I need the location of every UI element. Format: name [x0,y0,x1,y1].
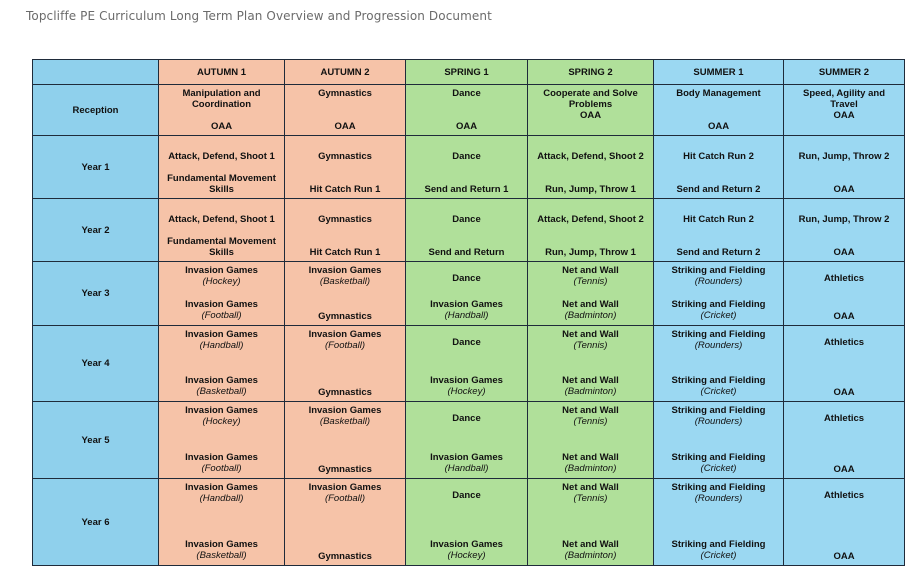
activity-label: Dance [452,337,481,348]
plan-cell [406,326,528,402]
activity-label: Invasion Games [185,539,258,550]
cell-top [289,265,401,288]
table-row [33,85,905,136]
activity-label: Manipulation and [182,88,261,99]
activity-label: OAA [833,247,855,258]
cell-bottom [658,539,779,562]
activity-label: Gymnastics [318,311,372,322]
activity-sport: (Basketball) [319,276,371,287]
row-label: Year 3 [33,262,159,326]
row-label: Reception [33,85,159,136]
table-row [33,479,905,566]
plan-cell [528,262,654,326]
table-row [33,326,905,402]
cell-bottom [532,539,649,562]
cell-top [163,202,280,225]
plan-cell [406,85,528,136]
cell-top [163,405,280,428]
activity-label: Athletics [823,273,865,284]
cell-top [788,329,900,348]
cell-bottom [788,551,900,562]
activity-label: Gymnastics [318,151,372,162]
cell-bottom [410,299,523,322]
cell-bottom [289,184,401,195]
document-title: Topcliffe PE Curriculum Long Term Plan Overview and Progression Document [26,9,492,23]
cell-bottom [658,452,779,475]
cell-bottom [788,110,900,121]
cell-bottom [289,247,401,258]
activity-label: Gymnastics [318,214,372,225]
cell-top [788,482,900,501]
cell-top [788,265,900,284]
cell-top [788,405,900,424]
activity-sport: (Rounders) [694,416,743,427]
cell-top [532,265,649,288]
cell-top [289,482,401,505]
activity-label: Attack, Defend, Shoot 2 [537,214,644,225]
table-row [33,136,905,199]
plan-cell [654,326,784,402]
activity-label: OAA [455,121,478,132]
plan-cell [285,199,406,262]
cell-top [410,405,523,424]
activity-label: Invasion Games [185,375,258,386]
activity-label: Gymnastics [318,387,372,398]
activity-label: OAA [833,551,855,562]
cell-bottom [658,247,779,258]
activity-label: Invasion Games [185,329,258,340]
cell-bottom [788,387,900,398]
plan-cell [159,479,285,566]
row-label: Year 6 [33,479,159,566]
cell-top [658,265,779,288]
activity-label: Attack, Defend, Shoot 1 [168,214,275,225]
row-label: Year 2 [33,199,159,262]
activity-sport: (Rounders) [694,340,743,351]
cell-bottom [289,311,401,322]
activity-sport: (Football) [324,493,366,504]
cell-top [289,405,401,428]
activity-sport: (Rounders) [694,276,743,287]
activity-label: Fundamental Movement [167,236,276,247]
plan-cell [528,402,654,479]
activity-label: Run, Jump, Throw 1 [545,184,636,195]
plan-cell [159,326,285,402]
cell-top [410,88,523,99]
activity-label: Attack, Defend, Shoot 2 [537,151,644,162]
activity-label: Net and Wall [562,405,619,416]
cell-bottom [163,539,280,562]
plan-cell [159,85,285,136]
activity-sport: (Tennis) [573,340,608,351]
activity-label: Coordination [191,99,252,110]
plan-cell [159,136,285,199]
cell-bottom [532,247,649,258]
activity-label: Invasion Games [430,299,503,310]
activity-label: Run, Jump, Throw 1 [545,247,636,258]
cell-bottom [658,299,779,322]
activity-sport: (Hockey) [447,386,486,397]
cell-bottom [289,551,401,562]
cell-bottom [163,452,280,475]
activity-sport: (Cricket) [700,386,737,397]
plan-cell [285,326,406,402]
activity-label: Striking and Fielding [671,375,766,386]
plan-cell [654,479,784,566]
activity-sport: (Handball) [199,493,244,504]
plan-cell [528,136,654,199]
cell-bottom [163,299,280,322]
curriculum-table [32,59,905,566]
activity-label: Striking and Fielding [671,405,766,416]
row-label: Year 4 [33,326,159,402]
cell-top [532,482,649,505]
plan-cell [528,199,654,262]
cell-bottom [788,311,900,322]
cell-top [532,139,649,162]
activity-sport: (Cricket) [700,463,737,474]
table-row [33,199,905,262]
plan-cell [784,402,905,479]
plan-cell [285,402,406,479]
activity-label: Striking and Fielding [671,265,766,276]
activity-label: Hit Catch Run 1 [309,247,381,258]
activity-label: OAA [579,110,602,121]
cell-bottom [532,375,649,398]
cell-top [788,88,900,110]
activity-label: Speed, Agility and [803,88,885,99]
activity-label: Invasion Games [308,265,382,276]
plan-cell [784,326,905,402]
activity-label: Send and Return [428,247,505,258]
activity-label: Net and Wall [562,452,619,463]
activity-sport: (Tennis) [573,276,608,287]
activity-label: Gymnastics [318,88,372,99]
activity-sport: (Handball) [199,340,244,351]
cell-top [658,139,779,162]
activity-label: Invasion Games [430,375,503,386]
activity-sport: (Badminton) [564,550,617,561]
column-header: AUTUMN 2 [285,60,406,85]
activity-label: Striking and Fielding [671,482,766,493]
plan-cell [654,199,784,262]
plan-cell [159,199,285,262]
plan-cell [285,136,406,199]
activity-label: Athletics [823,413,865,424]
activity-label: OAA [833,387,855,398]
cell-bottom [788,247,900,258]
cell-top [532,405,649,428]
cell-top [658,202,779,225]
cell-top [163,88,280,110]
table-row [33,262,905,326]
cell-bottom [289,464,401,475]
column-header: AUTUMN 1 [159,60,285,85]
cell-bottom [532,452,649,475]
activity-label: Invasion Games [308,329,382,340]
plan-cell [528,326,654,402]
cell-top [289,139,401,162]
cell-bottom [410,452,523,475]
plan-cell [406,136,528,199]
activity-sport: (Hockey) [447,550,486,561]
plan-cell [285,262,406,326]
cell-top [532,329,649,352]
column-header: SPRING 1 [406,60,528,85]
activity-label: Dance [452,214,481,225]
table-row [33,402,905,479]
activity-label: Send and Return 2 [676,247,761,258]
plan-cell [159,262,285,326]
activity-label: Net and Wall [562,375,619,386]
plan-cell [528,85,654,136]
activity-label: Athletics [823,337,865,348]
cell-bottom [788,464,900,475]
activity-label: OAA [210,121,233,132]
plan-cell [406,199,528,262]
activity-label: OAA [833,311,855,322]
plan-cell [285,479,406,566]
activity-label: Dance [452,490,481,501]
cell-top [658,329,779,352]
activity-label: Invasion Games [430,539,503,550]
plan-cell [406,402,528,479]
cell-bottom [532,184,649,195]
activity-sport: (Hockey) [202,276,241,287]
activity-label: Striking and Fielding [671,329,766,340]
activity-label: Hit Catch Run 2 [683,151,754,162]
activity-label: Send and Return 1 [424,184,509,195]
activity-label: Gymnastics [318,464,372,475]
plan-cell [654,402,784,479]
cell-top [410,329,523,348]
activity-sport: (Hockey) [202,416,241,427]
activity-sport: (Tennis) [573,493,608,504]
cell-top [658,405,779,428]
activity-label: OAA [833,464,855,475]
cell-top [410,482,523,501]
activity-sport: (Handball) [444,310,489,321]
cell-top [658,482,779,505]
activity-label: Run, Jump, Throw 2 [798,214,890,225]
cell-bottom [410,121,523,132]
activity-sport: (Football) [201,310,242,321]
cell-bottom [788,184,900,195]
cell-top [658,88,779,99]
activity-label: Net and Wall [562,329,619,340]
plan-cell [406,479,528,566]
plan-cell [285,85,406,136]
plan-cell [159,402,285,479]
plan-cell [654,262,784,326]
plan-cell [784,199,905,262]
cell-bottom [658,184,779,195]
activity-sport: (Badminton) [564,386,617,397]
activity-sport: (Basketball) [319,416,371,427]
activity-label: Striking and Fielding [671,452,766,463]
column-header: SPRING 2 [528,60,654,85]
activity-label: Net and Wall [562,482,619,493]
cell-top [163,139,280,162]
cell-top [788,202,900,225]
cell-bottom [410,184,523,195]
activity-label: Invasion Games [185,452,258,463]
plan-cell [784,85,905,136]
plan-cell [784,262,905,326]
cell-bottom [410,375,523,398]
activity-label: Cooperate and Solve [543,88,638,99]
activity-label: Dance [452,413,481,424]
cell-bottom [532,110,649,121]
cell-top [163,329,280,352]
cell-bottom [410,247,523,258]
activity-sport: (Handball) [444,463,489,474]
plan-cell [784,136,905,199]
cell-bottom [532,299,649,322]
activity-label: OAA [707,121,730,132]
plan-cell [528,479,654,566]
cell-top [163,482,280,505]
activity-label: Athletics [823,490,865,501]
activity-sport: (Cricket) [700,550,737,561]
activity-sport: (Basketball) [196,386,247,397]
activity-label: Skills [209,247,234,258]
column-header: SUMMER 2 [784,60,905,85]
activity-sport: (Badminton) [564,310,617,321]
activity-sport: (Football) [201,463,242,474]
cell-top [532,202,649,225]
activity-sport: (Tennis) [573,416,608,427]
activity-label: Dance [452,151,481,162]
activity-label: Hit Catch Run 2 [683,214,754,225]
activity-label: Dance [452,273,481,284]
activity-sport: (Rounders) [694,493,743,504]
activity-label: Invasion Games [308,405,382,416]
activity-sport: (Basketball) [196,550,247,561]
activity-label: Hit Catch Run 1 [309,184,381,195]
cell-bottom [658,375,779,398]
plan-cell [654,85,784,136]
activity-label: Run, Jump, Throw 2 [798,151,890,162]
plan-cell [654,136,784,199]
activity-label: Invasion Games [185,405,258,416]
activity-label: Invasion Games [308,482,382,493]
activity-label: Striking and Fielding [671,539,766,550]
cell-top [410,202,523,225]
column-header: SUMMER 1 [654,60,784,85]
activity-label: Fundamental Movement [167,173,276,184]
cell-bottom [163,375,280,398]
row-label: Year 5 [33,402,159,479]
cell-bottom [163,121,280,132]
activity-label: Attack, Defend, Shoot 1 [168,151,275,162]
activity-sport: (Football) [324,340,366,351]
header-corner-cell [33,60,159,85]
activity-label: Invasion Games [430,452,503,463]
activity-sport: (Cricket) [700,310,737,321]
cell-bottom [163,173,280,195]
cell-top [163,265,280,288]
activity-label: Striking and Fielding [671,299,766,310]
activity-label: Gymnastics [318,551,372,562]
activity-label: Invasion Games [185,482,258,493]
cell-bottom [658,121,779,132]
activity-label: Net and Wall [562,539,619,550]
plan-cell [406,262,528,326]
cell-bottom [163,236,280,258]
plan-cell [784,479,905,566]
activity-label: Invasion Games [185,265,258,276]
cell-bottom [289,387,401,398]
activity-label: Body Management [676,88,761,99]
cell-top [532,88,649,110]
activity-label: Invasion Games [185,299,258,310]
cell-top [410,265,523,284]
cell-bottom [410,539,523,562]
activity-label: OAA [334,121,356,132]
activity-label: Skills [209,184,234,195]
cell-top [289,329,401,352]
activity-label: Net and Wall [562,265,619,276]
cell-top [410,139,523,162]
activity-label: Travel [830,99,858,110]
cell-bottom [289,121,401,132]
activity-label: Send and Return 2 [676,184,761,195]
activity-sport: (Badminton) [564,463,617,474]
activity-label: OAA [833,110,855,121]
activity-label: Net and Wall [562,299,619,310]
activity-label: Dance [452,88,481,99]
row-label: Year 1 [33,136,159,199]
cell-top [788,139,900,162]
activity-label: Problems [568,99,613,110]
cell-top [289,88,401,99]
cell-top [289,202,401,225]
activity-label: OAA [833,184,855,195]
